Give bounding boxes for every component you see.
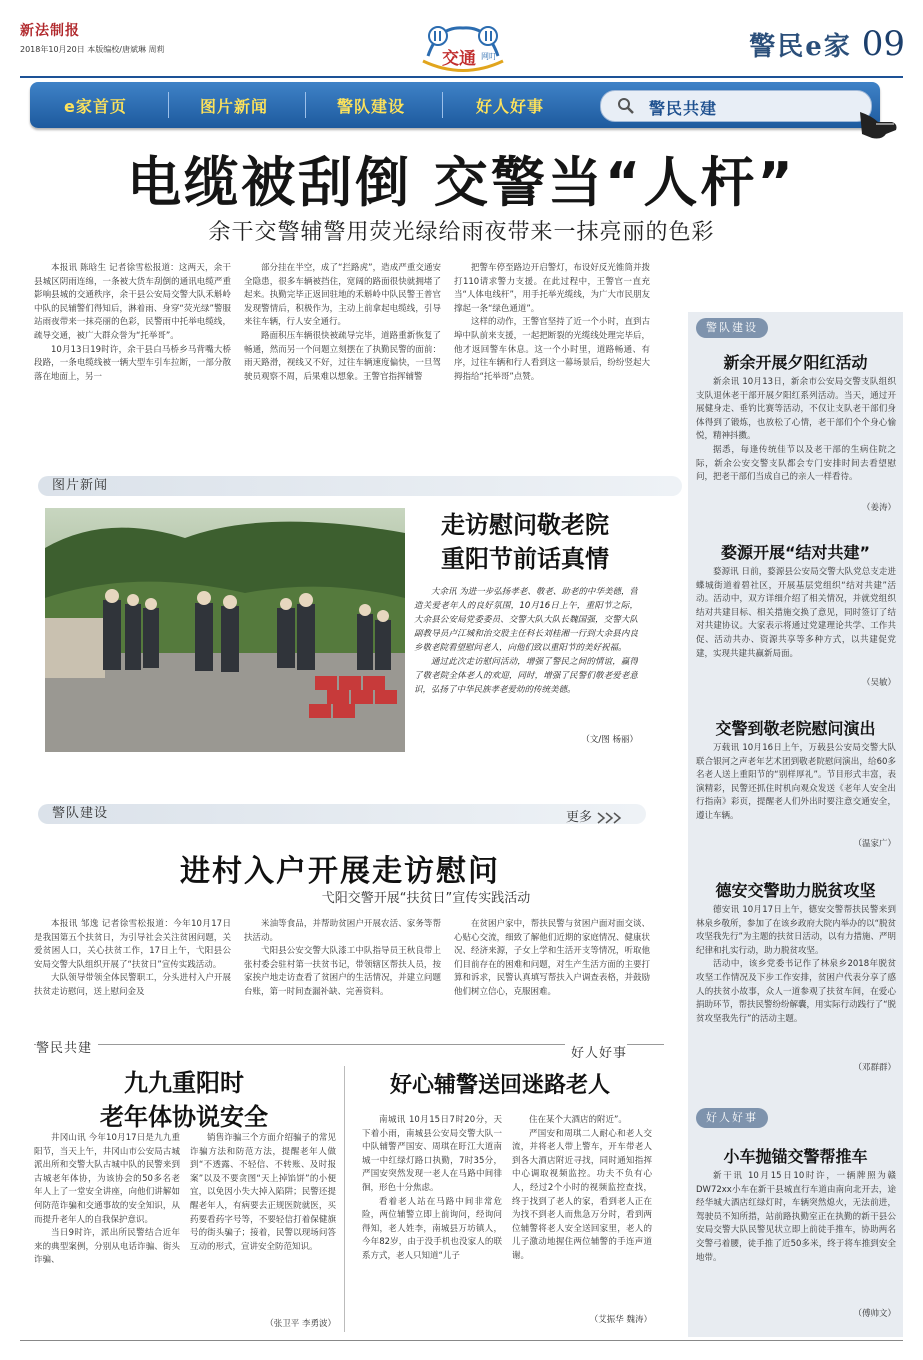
coop-title-line2: 老年体协说安全 [100, 1103, 268, 1131]
good-col-1: 南城讯 10月15日7时20分，天下着小雨，南城县公安局交警大队一中队辅警严国安、周琪在盱江大道南城一中红绿灯路口执勤，7时35分，严国安突然发现一老人在马路中间徘徊，形色十分焦虑。 看着老人站在马路中间非常危险，两位辅警立即上前询问，经询问得知，老人姓李，南城县万坊镇人，今年82岁，由于没手机也没家人的联系方式，老人只知道“儿子 [362, 1115, 502, 1261]
sidebar-tag-good-deeds: 好人好事 [696, 1108, 768, 1128]
sidebar-article-5-body: 新干讯 10月15日10时许，一辆牌照为赣DW72xx小车在新干县城直行车道由南向北开去，途经华城大酒店红绿灯时，车辆突然熄火，无法前进，驾驶员不知所措，站前路执勤室正在执勤的新干县公安局交警大队民警见状立即上前徒手推车，协助两名交警弓着腰，徒手推了近50多米，终于将车推到安全地带。 [696, 1171, 896, 1263]
coop-title-line1: 九九重阳时 [124, 1069, 244, 1097]
sidebar-article-4-title: 德安交警助力脱贫攻坚 [715, 881, 876, 900]
dateline: 2018年10月20日 本版编校/唐斌琳 周莉 [20, 45, 165, 54]
sidebar-article-4-body: 德安讯 10月17日上午，德安交警帮扶民警来到林泉乡敬所，参加了在该乡政府大院内举办的以“脱贫攻坚我先行”为主题的扶贫日活动，以有力措施、严明纪律和扎实行动，助力脱贫攻坚。 活动中，该乡党委书记作了林泉乡2018年脱贫攻坚工作情况及下步工作安排，贫困户代表分享了感人的扶贫小故事，众人一道参观了扶贫车间，在爱心捐助环节，帮扶民警纷纷解囊，用实际行动践行了“脱贫攻坚我先行”的活动主题。 [696, 905, 896, 1024]
lead-col-2: 部分挂在半空，成了“拦路虎”，造成严重交通安全隐患，很多车辆被挡住，宽阔的路面很快就拥堵了起来。执勤完毕正返回驻地的禾斛岭中队民警王普官发现警情后，积极作为，主动上前拿起电缆线，引导来往车辆，行人安全通行。 路面积压车辆很快被疏导完毕，道路重新恢复了畅通，然而另一个问题立刻摆在了执勤民警的面前：雨天路滑，视线又不好，过往车辆速度偏快，一旦驾驶员观察不周，后果难以想象。王警官指挥辅警 [244, 263, 441, 382]
lead-col-3: 把警车停至路边开启警灯，布设好反光锥筒并拨打110请求警力支援。在此过程中，王警官一直充当“人体电线杆”，用手托举光缆线，为广大市民朋友撑起一条“绿色通道”。 这样的动作，王警官坚持了近一个小时，直到古埠中队前来支援，一起把断裂的光缆线处理完毕后，他才返回警车休息。这一个小时里，道路畅通、有序，过往车辆和行人看到这一幕场景后，纷纷竖起大拇指给“托举哥”点赞。 [454, 263, 650, 382]
double-chevron-right-icon [596, 812, 622, 824]
team-section-label: 警队建设 [52, 806, 109, 821]
team-section-bar [38, 804, 646, 824]
sidebar-tag-team: 警队建设 [696, 318, 768, 338]
team-title: 进村入户开展走访慰问 [180, 854, 500, 889]
sidebar-article-1-body: 新余讯 10月13日，新余市公安局交警支队组织支队退休老干部开展夕阳红系列活动。当天，通过开展健身走、垂钓比赛等活动，不仅让支队老干部们身体得到了锻炼，也放松了心情，老干部们个个身心愉悦，精神抖擞。 据悉，每逢传统佳节以及老干部的生病住院之际，新余公安交警支队都会专门安排时间去看望慰问，把老干部们当成自己的亲人一样看待。 [696, 377, 896, 483]
team-col-2: 米油等食品，并帮助贫困户开展农活、家务等帮扶活动。 弋阳县公安交警大队漆工中队指导员王秋良带上张村委会驻村第一扶贫书记，带领辖区帮扶人员，按家挨户地走访查看了贫困户的生活情况，并建立问题台账，第一时间查漏补缺、完善资料。 [244, 919, 441, 997]
sidebar-article-5-title: 小车抛锚交警帮推车 [723, 1147, 868, 1166]
nav-bar [30, 82, 880, 128]
sidebar [688, 312, 903, 1337]
nav-item-team[interactable]: 警队建设 [337, 97, 406, 116]
page-number: 09 [861, 24, 905, 64]
sidebar-article-4-credit: （邓群群） [853, 1063, 896, 1073]
search-label: 警民共建 [649, 99, 718, 118]
sidebar-article-1-title: 新余开展夕阳红活动 [723, 353, 868, 372]
sidebar-article-2-credit: （吴敏） [861, 678, 896, 688]
nav-divider [168, 92, 169, 118]
good-title: 好心辅警送回迷路老人 [389, 1073, 610, 1098]
photo-nursing-home-visit [45, 508, 405, 752]
search-icon [617, 97, 635, 115]
lead-headline: 电缆被刮倒 交警当“人杆” [127, 151, 796, 214]
nav-item-good-deeds[interactable]: 好人好事 [476, 97, 545, 116]
good-section-label: 好人好事 [565, 1042, 627, 1061]
more-label: 更多 [566, 810, 593, 825]
coop-title [34, 1066, 334, 1134]
masthead-left [20, 20, 165, 55]
sidebar-article-3-body: 万载讯 10月16日上午，万载县公安局交警大队联合银河之声老年艺术团到敬老院慰问演出，给60多名老人送上重阳节的“别样厚礼”。节目形式丰富，表演精彩，民警还抓住时机向观众发送《老年人安全出行指南》彩页，提醒老人们外出时要注意交通安全，遵让车辆。 [696, 743, 896, 821]
photo-news-section-bar [38, 476, 682, 496]
nav-item-home[interactable]: e家首页 [64, 97, 127, 116]
more-link[interactable] [566, 806, 622, 825]
newspaper-brand: 新法制报 [20, 23, 80, 39]
team-subtitle: 弋阳交警开展“扶贫日”宣传实践活动 [321, 891, 531, 906]
team-col-3: 在贫困户家中，帮扶民警与贫困户面对面交谈、心贴心交流，细致了解他们近期的家庭情况、健康状况、经济来源，子女上学和生活开支等情况，听取他们目前存在的困难和问题，对生产生活方面的主要打算和诉求，民警认真填写帮扶入户调查表格，并鼓励他们树立信心，克服困难。 [454, 919, 650, 997]
sidebar-article-3-credit: （温家广） [853, 839, 896, 849]
photo-news-credit: （文/图 杨丽） [581, 735, 638, 745]
photo-news-section-label: 图片新闻 [52, 478, 109, 493]
masthead-rule [20, 76, 903, 78]
coop-section-label: 警民共建 [36, 1037, 98, 1056]
column-divider [344, 1066, 345, 1332]
team-col-1: 本报讯 邹逸 记者徐雪松报道：今年10月17日是我国第五个扶贫日，为引导社会关注贫困问题，关爱贫困人口，关心扶贫工作，17日上午，弋阳县公安局交警大队组织开展了“扶贫日”宣传实践活动。 大队领导带领全体民警职工，分头进村入户开展扶贫走访慰问，送上慰问金及 [34, 919, 231, 997]
page-bottom-rule [20, 1340, 903, 1341]
coop-col-1: 井冈山讯 今年10月17日是九九重阳节，当天上午，井冈山市公安局古城派出所和交警大队古城中队的民警来到古城老年体协，为该协会的50多名老年人上了一堂安全讲座，向他们讲解如何防范诈骗和交通事故的安全知识，从而提升老年人的自我保护意识。 当日9时许，派出所民警结合近年来的典型案例，分别从电话诈骗、街头诈骗、 [34, 1133, 180, 1266]
section-title: 警民e家 [749, 31, 852, 62]
logo-sub: 网叮 [481, 52, 497, 61]
good-col-2: 住在某个大酒店的附近”。 严国安和周琪二人耐心和老人交流，并将老人带上警车，开车带老人到各大酒店附近寻找，同时通知指挥中心调取视频监控。功夫不负有心人，经过2个小时的视频监控查找，终于找到了老人的家，看到老人正在为找不到老人而焦急万分时，看到两位辅警将老人安全送回家里，老人的儿子激动地握住两位辅警的手连声道谢。 [512, 1115, 652, 1261]
sidebar-article-2-body: 婺源讯 日前，婺源县公安局交警大队党总支走进蝶城街道着碧社区，开展基层党组织“结对共建”活动。活动中，双方详细介绍了相关情况，并就党组织结对共建目标、相关措施交换了意见，同时签订了结对共建协议。大家表示将通过党建理论共学、工作共促、活动共办、资源共享等多种方式，以共建促党建，实现共建共赢新局面。 [696, 567, 896, 659]
coop-credit: （张卫平 李勇波） [265, 1319, 336, 1329]
nav-item-photo-news[interactable]: 图片新闻 [200, 97, 269, 116]
pointing-hand-icon [858, 104, 903, 144]
nav-divider [442, 92, 443, 118]
photo-news-body: 大余讯 为进一步弘扬孝老、敬老、助老的中华美德，营造关爱老年人的良好氛围，10月16日上午，重阳节之际，大余县公安局党委委员、交警大队大队长魏国强，交警大队副教导员卢江城和治交股主任科长刘桂湘一行到大余县内良乡敬老院看望慰问老人，向他们致以重阳节的美好祝福。 通过此次走访慰问活动，增强了警民之间的情谊，赢得了敬老院全体老人的欢迎，同时，增强了民警们敬老爱老意识，弘扬了中华民族孝老爱幼的传统美德。 [414, 587, 638, 695]
good-credit: （艾振华 魏涛） [589, 1315, 652, 1325]
lead-subhead: 余干交警辅警用荧光绿给雨夜带来一抹亮丽的色彩 [208, 220, 715, 245]
jiaotong-logo [408, 16, 518, 82]
masthead-right [749, 24, 905, 64]
sidebar-article-2-title: 婺源开展“结对共建” [720, 543, 871, 562]
nav-search-box[interactable] [600, 90, 872, 122]
sidebar-article-3-title: 交警到敬老院慰问演出 [715, 719, 876, 738]
logo-text: 交通 [442, 49, 476, 69]
photo-news-title-line1: 走访慰问敬老院 [441, 511, 609, 539]
lead-col-1: 本报讯 陈晗生 记者徐雪松报道：这两天，余干县城区阴雨连绵，一条被大货车刮倒的通讯电缆严重影响县城的交通秩序，余干县公安局交警大队禾斛岭中队的民辅警们得知后，淋着雨、身穿“荧光绿”警服站雨夜带来一抹亮丽的色彩，民警雨中托举电缆线，疏导交通，被广大群众誉为“托举哥”。 10月13日19时许，余干县白马桥乡马背嘴大桥段路，一条电缆线被一辆大型车引车拉断，一部分散落在地面上，另一 [34, 263, 231, 382]
sidebar-article-1-credit: （姜涛） [861, 503, 896, 513]
coop-col-2: 销售诈骗三个方面介绍骗子的常见诈骗方法和防范方法，提醒老年人做到“不透露、不轻信、不转账、及时报案”以及不要贪图“天上掉馅饼”的小便宜，以免因小失大掉入陷阱；民警还提醒老年人，有病要去正规医院就医，买药要看药字号等，不要轻信打着保健旗号的街头骗子；接着，民警以现场问答互动的形式，宣讲安全防范知识。 [190, 1133, 336, 1252]
sidebar-article-5-credit: （傅帅文） [853, 1309, 896, 1319]
nav-divider [305, 92, 306, 118]
photo-news-title [410, 508, 640, 576]
photo-news-title-line2: 重阳节前话真情 [441, 545, 609, 573]
